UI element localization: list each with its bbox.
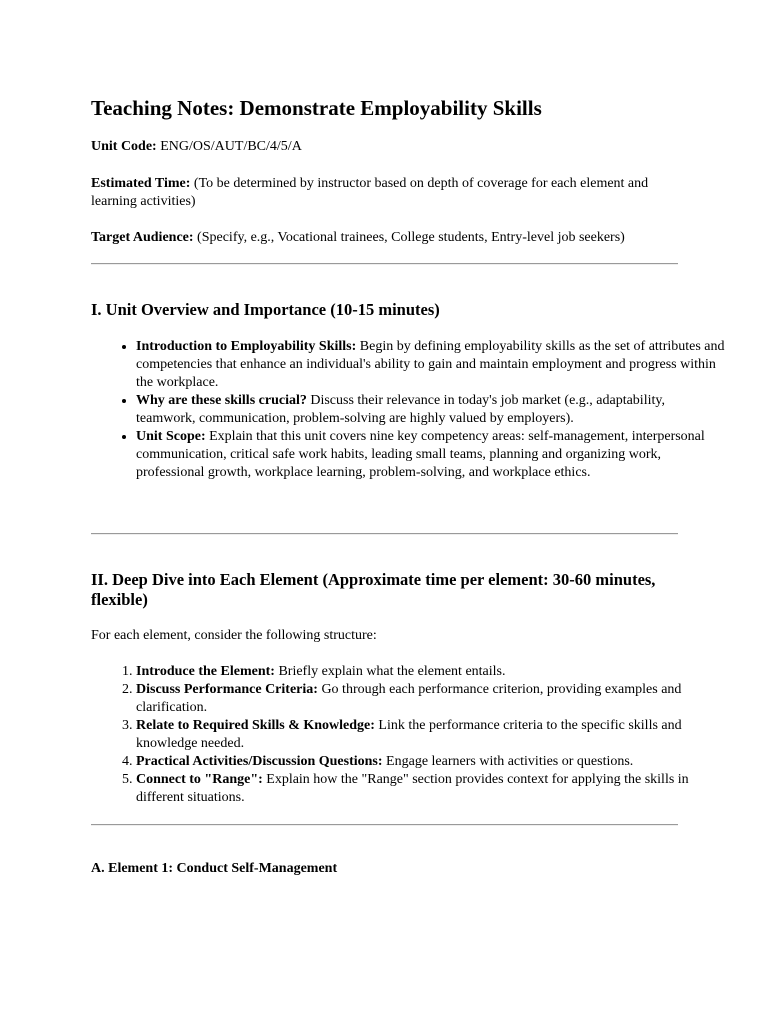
list-item-text: Briefly explain what the element entails. [274, 664, 506, 679]
list-item-text: Begin by defining employability skills as the set of attributes and competencies that enhance an individual's ability to gain and maintain employment and progress within the workplace. [136, 339, 725, 390]
list-item-text: Link the performance criteria to the specific skills and knowledge needed. [136, 718, 682, 751]
target-audience-value: (Specify, e.g., Vocational trainees, College students, Entry-level job seekers) [193, 230, 625, 245]
list-item-lead: Why are these skills crucial? [136, 393, 307, 408]
list-item [136, 392, 726, 428]
horizontal-divider [91, 824, 678, 826]
list-item [136, 663, 726, 681]
list-item [136, 771, 726, 807]
section-heading-deep-dive: II. Deep Dive into Each Element (Approximate time per element: 30-60 minutes, flexible) [91, 570, 656, 609]
list-item [136, 338, 726, 392]
list-item-text: Go through each performance criterion, providing examples and clarification. [136, 682, 682, 715]
page-title: Teaching Notes: Demonstrate Employability Skills [91, 96, 542, 120]
list-item-lead: Relate to Required Skills & Knowledge: [136, 718, 375, 733]
list-item-lead: Introduction to Employability Skills: [136, 339, 357, 354]
unit-code [91, 138, 679, 156]
overview-list [91, 338, 726, 482]
estimated-time-label: Estimated Time: [91, 176, 191, 191]
list-item [136, 428, 726, 482]
list-item-text: Explain that this unit covers nine key competency areas: self-management, interpersonal communication, critical safe work habits, leading small teams, planning and organizing work, professional growth, workplace learning, problem-solving, and workplace ethics. [136, 429, 705, 480]
target-audience-label: Target Audience: [91, 230, 194, 245]
unit-code-value: ENG/OS/AUT/BC/4/5/A [156, 139, 302, 154]
section-heading-overview: I. Unit Overview and Importance (10-15 minutes) [91, 300, 440, 319]
list-item-lead: Unit Scope: [136, 429, 206, 444]
unit-code-label: Unit Code: [91, 139, 157, 154]
list-item [136, 753, 726, 771]
list-item-text: Discuss their relevance in today's job market (e.g., adaptability, teamwork, communication, problem-solving are highly valued by employers). [136, 393, 665, 426]
section-heading-element-1: A. Element 1: Conduct Self-Management [91, 861, 338, 876]
list-item-lead: Discuss Performance Criteria: [136, 682, 318, 697]
estimated-time-value: (To be determined by instructor based on depth of coverage for each element and learning activities) [91, 176, 649, 209]
horizontal-divider [91, 263, 678, 265]
horizontal-divider [91, 533, 678, 535]
list-item [136, 681, 726, 717]
list-item-lead: Connect to "Range": [136, 772, 263, 787]
list-item-lead: Practical Activities/Discussion Questions: [136, 754, 383, 769]
estimated-time [91, 175, 679, 211]
list-item-lead: Introduce the Element: [136, 664, 275, 679]
list-item-text: Engage learners with activities or questions. [382, 754, 634, 769]
deep-dive-intro: For each element, consider the following structure: [91, 628, 377, 643]
list-item-text: Explain how the "Range" section provides context for applying the skills in different situations. [136, 772, 689, 805]
structure-steps-list [91, 663, 726, 807]
target-audience [91, 229, 679, 247]
list-item [136, 717, 726, 753]
